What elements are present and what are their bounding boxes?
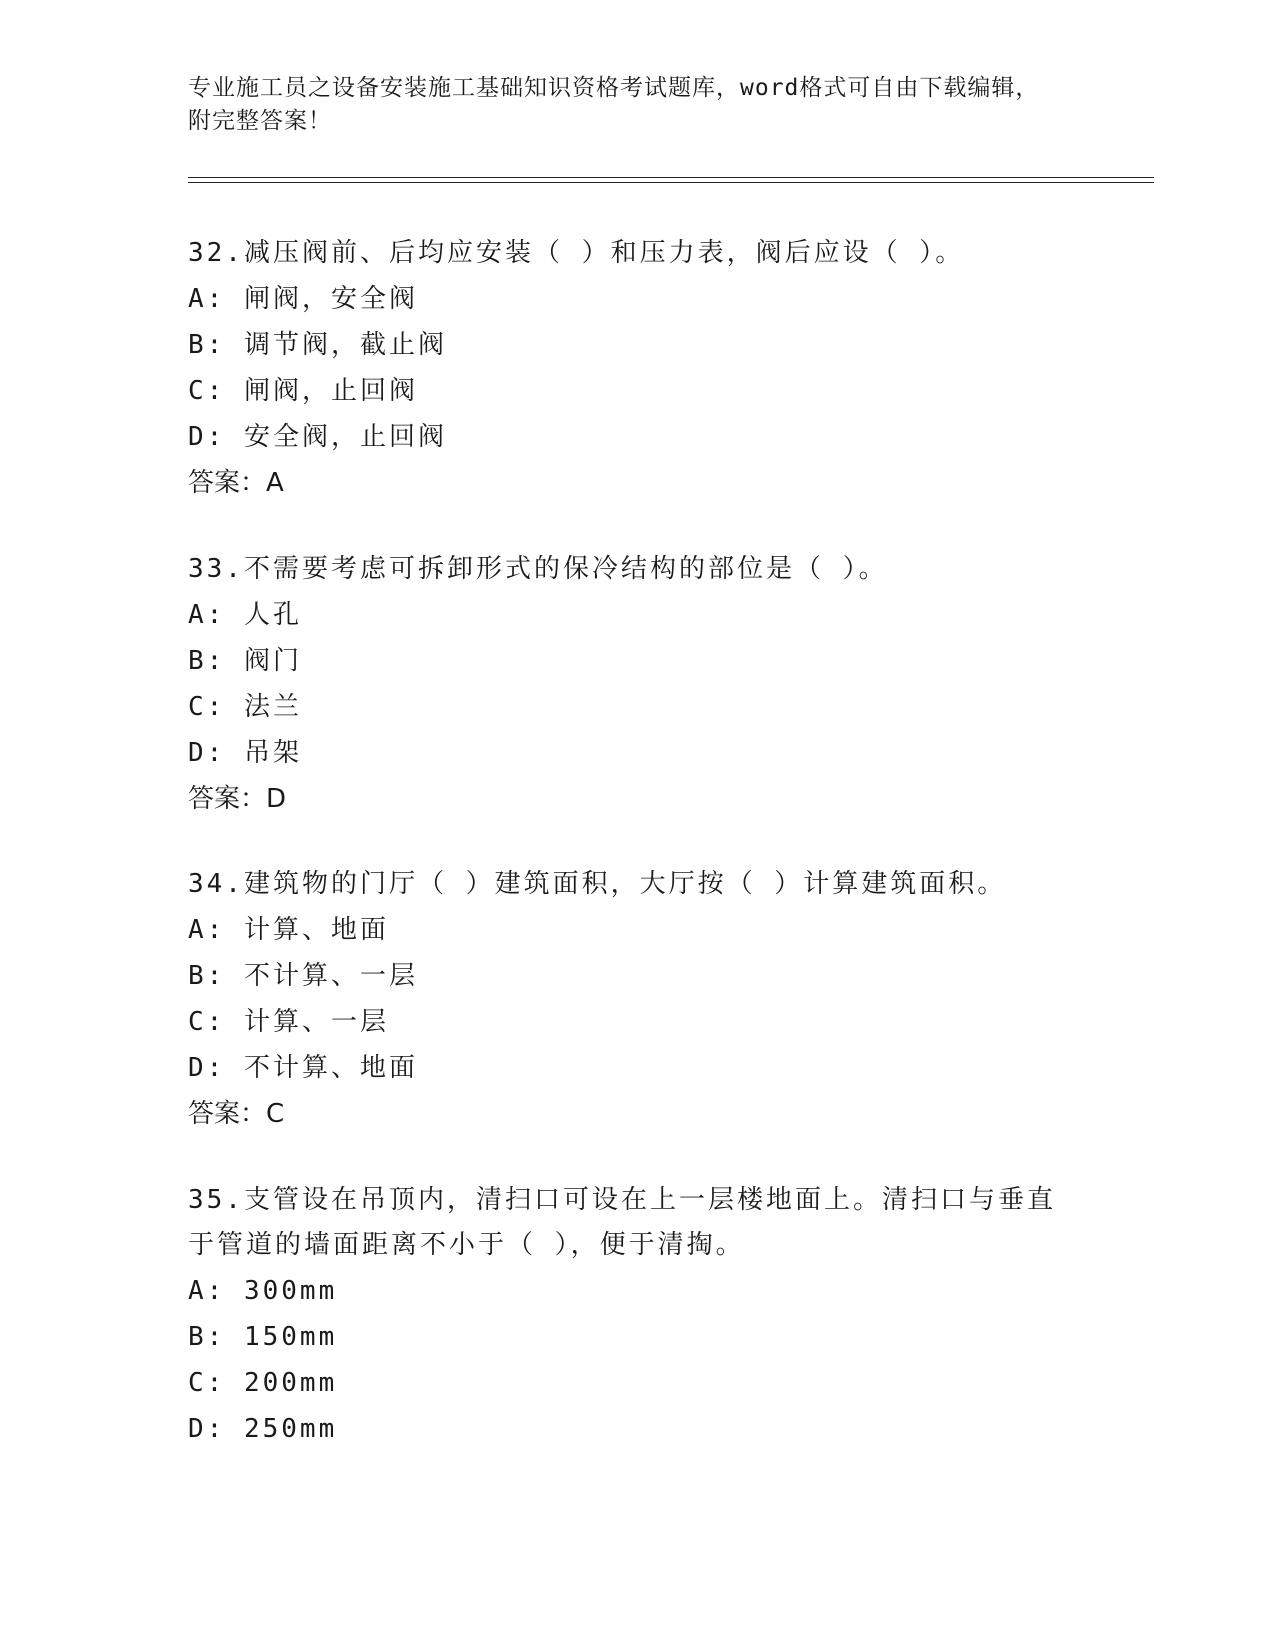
question-stem: 32.减压阀前、后均应安装（ ）和压力表，阀后应设（ ）。	[188, 238, 965, 268]
question-33	[188, 547, 1088, 822]
option-d: D: 250mm	[188, 1414, 338, 1444]
option-a: A: 300mm	[188, 1276, 338, 1306]
option-c: C: 闸阀，止回阀	[188, 376, 418, 406]
option-d: D: 吊架	[188, 738, 302, 768]
document-header	[188, 72, 1088, 138]
option-d: D: 不计算、地面	[188, 1053, 418, 1083]
option-a: A: 计算、地面	[188, 915, 389, 945]
option-b: B: 调节阀，截止阀	[188, 330, 447, 360]
option-a: A: 闸阀，安全阀	[188, 284, 418, 314]
header-divider-top	[188, 177, 1154, 178]
answer-label: 答案：D	[188, 784, 287, 814]
option-b: B: 150mm	[188, 1322, 338, 1352]
question-32	[188, 231, 1088, 506]
option-a: A: 人孔	[188, 600, 302, 630]
question-34	[188, 862, 1088, 1137]
question-stem: 33.不需要考虑可拆卸形式的保冷结构的部位是（ ）。	[188, 554, 888, 584]
question-35	[188, 1178, 1068, 1452]
header-line-2: 附完整答案！	[188, 108, 332, 134]
question-stem: 34.建筑物的门厅（ ）建筑面积，大厅按（ ）计算建筑面积。	[188, 869, 1007, 899]
answer-label: 答案：C	[188, 1099, 285, 1129]
option-d: D: 安全阀，止回阀	[188, 422, 447, 452]
question-stem: 35.支管设在吊顶内，清扫口可设在上一层楼地面上。清扫口与垂直于管道的墙面距离不小于（ ），便于清掏。	[188, 1185, 1056, 1260]
option-c: C: 法兰	[188, 692, 302, 722]
option-c: C: 计算、一层	[188, 1007, 389, 1037]
option-b: B: 阀门	[188, 646, 302, 676]
option-c: C: 200mm	[188, 1368, 338, 1398]
answer-label: 答案：A	[188, 468, 284, 498]
header-divider-bottom	[188, 182, 1154, 183]
option-b: B: 不计算、一层	[188, 961, 418, 991]
header-line-1: 专业施工员之设备安装施工基础知识资格考试题库，word格式可自由下载编辑，	[188, 75, 1040, 101]
